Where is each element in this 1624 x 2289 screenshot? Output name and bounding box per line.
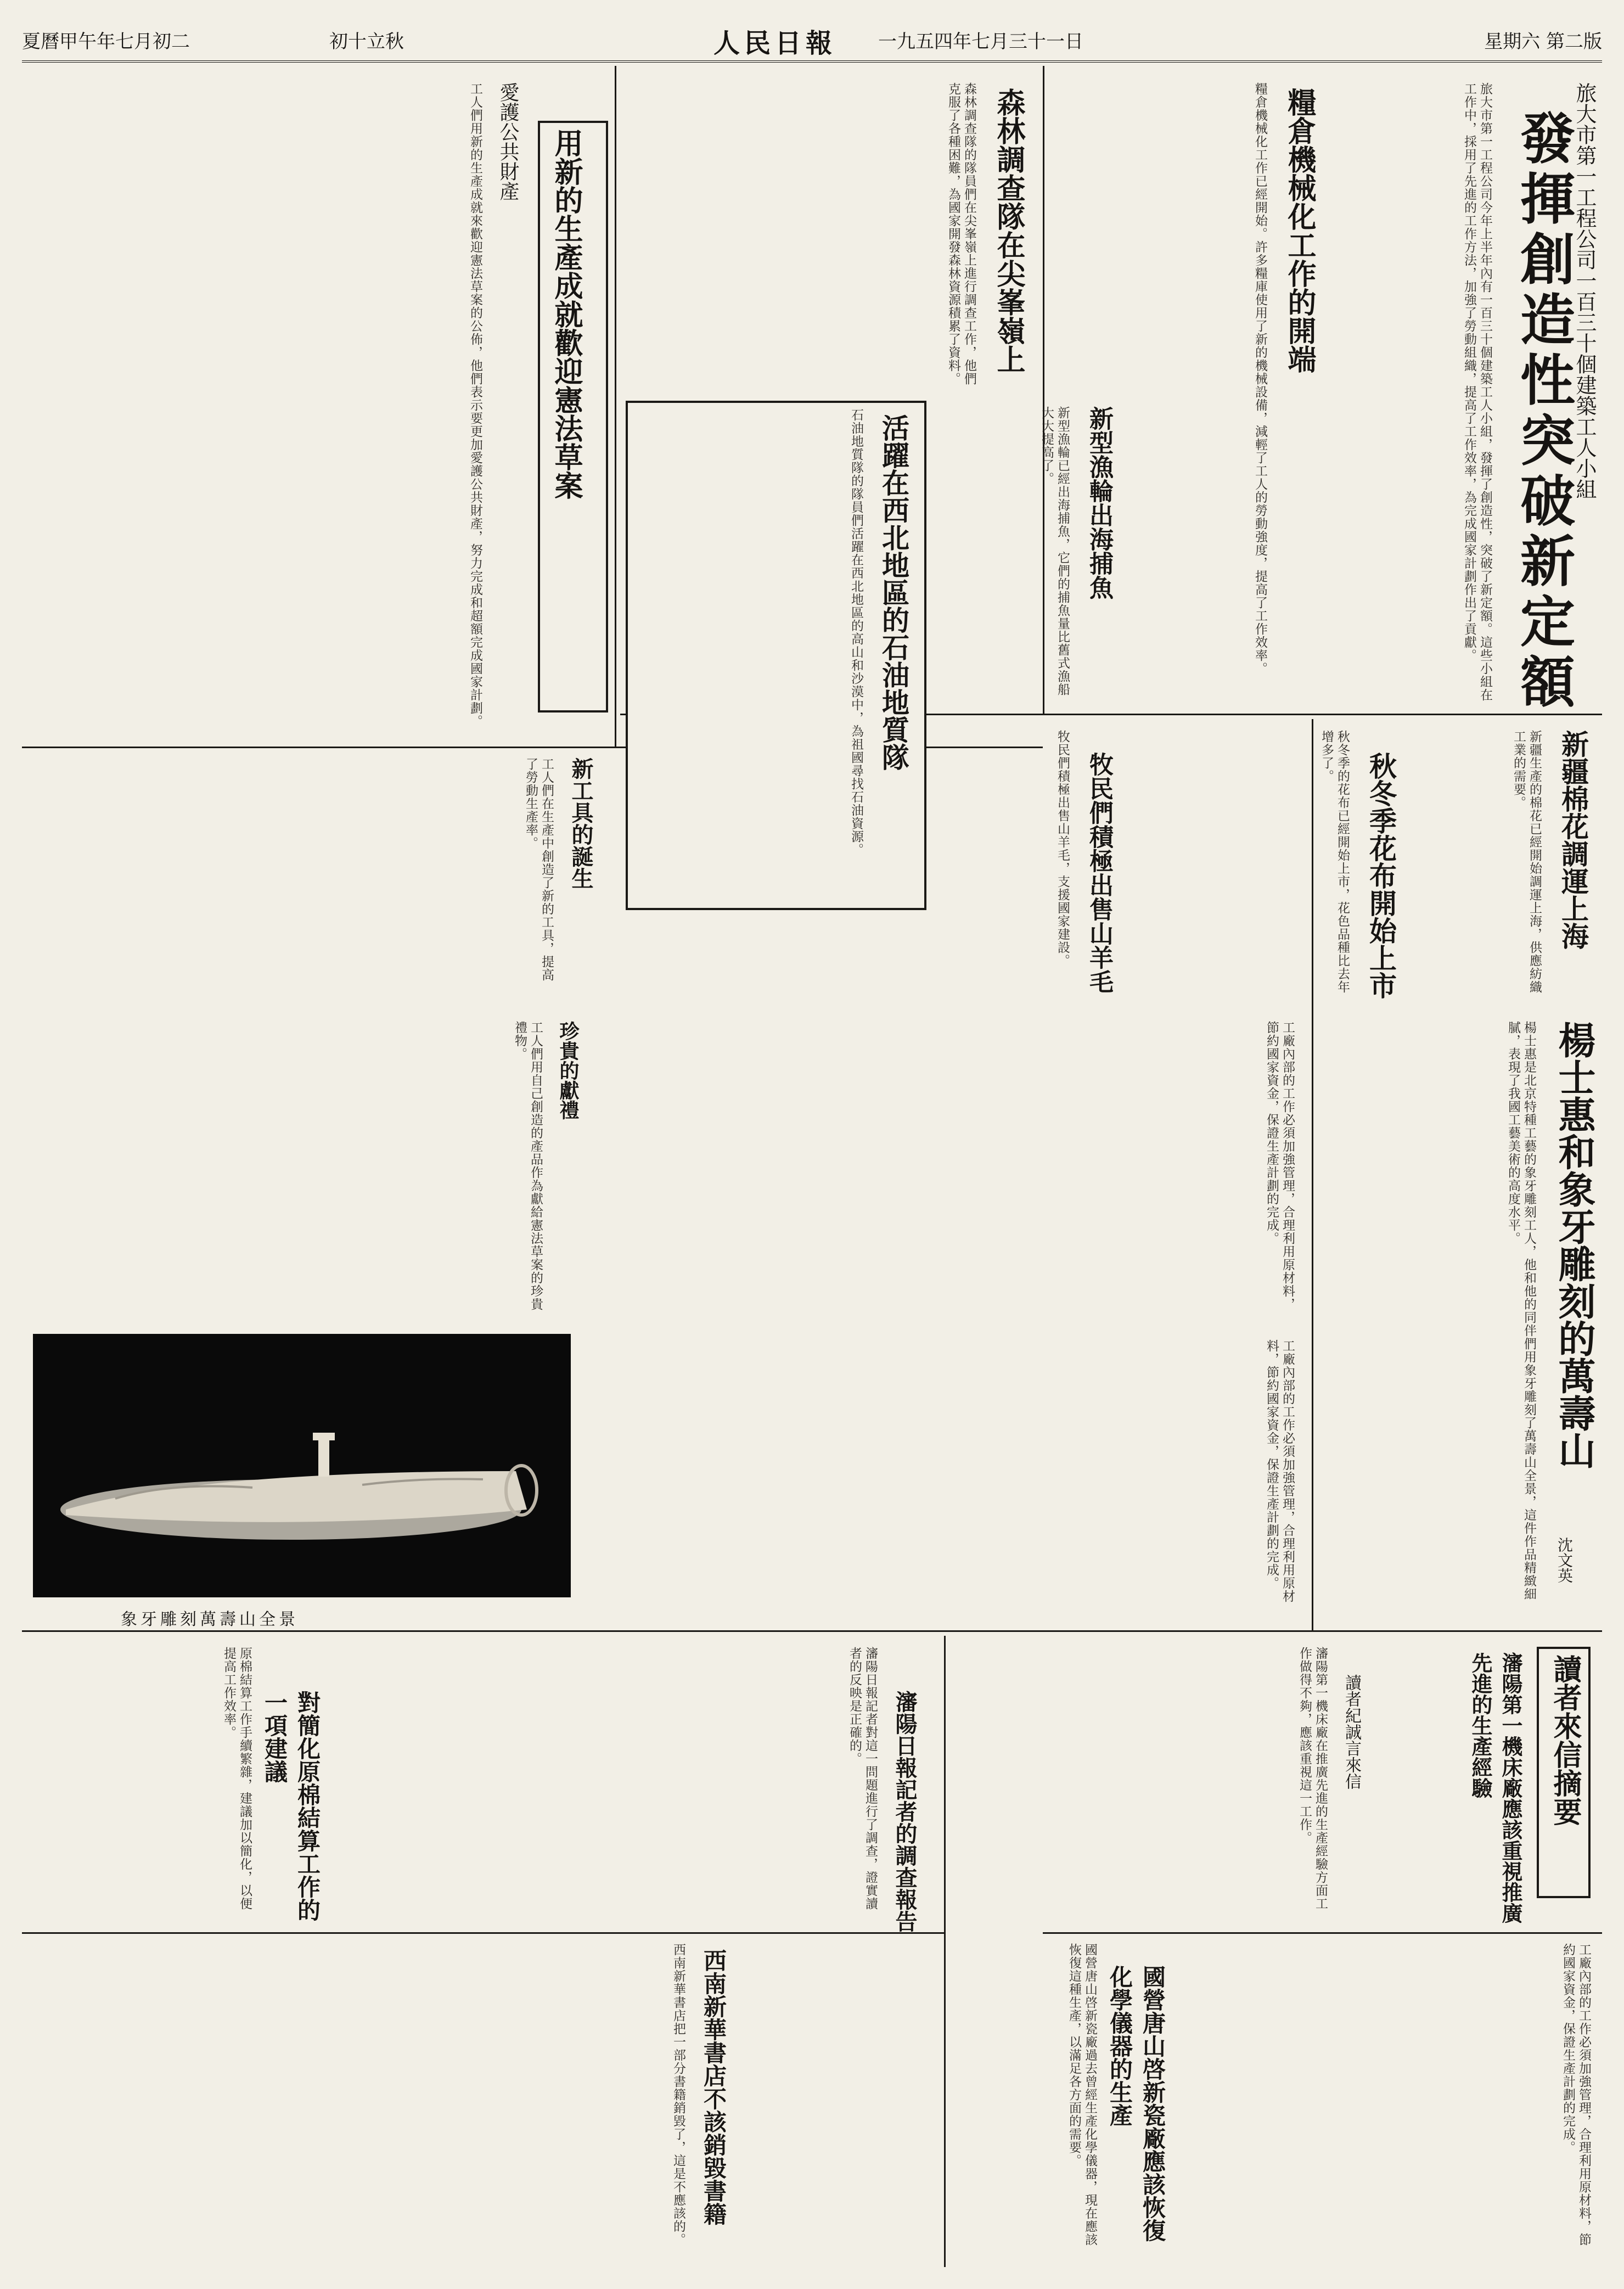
article-headline: 新型漁輪出海捕魚 (1085, 406, 1113, 599)
article-author: 沈文英 (1555, 1537, 1574, 1583)
ivory-carving-photo (33, 1334, 571, 1597)
article-headline: 瀋陽日報記者的調查報告 (892, 1691, 918, 1932)
article-body: 糧倉機械化工作已經開始。許多糧庫使用了新的機械設備，減輕了工人的勞動強度，提高了工作效率。 (1253, 82, 1267, 675)
article-headline: 對簡化原棉結算工作的一項建議 (261, 1691, 321, 1921)
issue-date: 一九五四年七月三十一日 (878, 31, 1083, 53)
article-body: 工人們在生產中創造了新的工具，提高了勞動生產率。 (524, 758, 554, 981)
article-body: 牧民們積極出售山羊毛，支援國家建設。 (1055, 730, 1070, 967)
newspaper-page (22, 22, 1602, 2267)
divider (615, 66, 616, 747)
article-headline: 發揮創造性突破新定額 (1511, 110, 1576, 714)
article-body: 工廠內部的工作必須加強管理，合理利用原材料，節約國家資金，保證生產計劃的完成。 (1561, 1943, 1591, 2246)
article-body: 瀋陽第一機床廠在推廣先進的生產經驗方面工作做得不夠，應該重視這一工作。 (1297, 1647, 1328, 1910)
divider (22, 1630, 1602, 1632)
ivory-carving-image (33, 1334, 571, 1597)
article-headline: 新疆棉花調運上海 (1557, 730, 1589, 950)
paper-name: 人民日報 (713, 28, 837, 59)
article-body: 秋冬季的花布已經開始上市，花色品種比去年增多了。 (1319, 730, 1350, 994)
solar-term: 初十立秋 (329, 31, 404, 53)
article-body: 森林調查隊的隊員們在尖峯嶺上進行調查工作，他們克服了各種困難，為國家開發森林資源積累了資料。 (946, 82, 976, 385)
column-box (538, 121, 608, 712)
article-headline: 新工具的誕生 (568, 758, 594, 889)
column-subhead: 愛護公共財產 (497, 82, 519, 201)
letters-header-box (1537, 1647, 1591, 1898)
divider (22, 1932, 944, 1934)
article-headline: 珍貴的獻禮 (557, 1021, 580, 1120)
article-headline: 國營唐山啓新瓷廠應該恢復化學儀器的生產 (1106, 1965, 1166, 2242)
article-headline: 牧民們積極出售山羊毛 (1085, 752, 1113, 994)
article-body: 新疆生產的棉花已經開始調運上海，供應紡織工業的需要。 (1511, 730, 1542, 994)
article-subhead: 瀋陽第一機床廠應該重視推廣先進的生產經驗 (1468, 1652, 1523, 1923)
article-body: 石油地質隊的隊員們活躍在西北地區的高山和沙漠中，為祖國尋找石油資源。 (849, 408, 863, 856)
article-headline: 活躍在西北地區的石油地質隊 (878, 414, 910, 771)
article-headline: 糧倉機械化工作的開端 (1283, 88, 1316, 373)
divider (1043, 1932, 1602, 1934)
article-headline: 森林調查隊在尖峯嶺上 (992, 88, 1025, 373)
article-subhead: 旅大市第一工程公司一百三十個建築工人小組 (1572, 82, 1597, 500)
lunar-date: 夏曆甲午年七月初二 (22, 31, 190, 53)
article-body: 工人們用自己創造的產品作為獻給憲法草案的珍貴禮物。 (513, 1021, 543, 1311)
article-body: 瀋陽日報記者對這一問題進行了調查，證實讀者的反映是正確的。 (847, 1647, 878, 1910)
masthead (22, 22, 1602, 63)
article-body: 國營唐山啓新瓷廠過去曾經生產化學儀器，現在應該恢復這種生產，以滿足各方面的需要。 (1067, 1943, 1097, 2246)
article-body: 原棉結算工作手續繁雜，建議加以簡化，以便提高工作效率。 (222, 1647, 252, 1910)
article-headline: 西南新華書店不該銷毀書籍 (700, 1949, 727, 2225)
article-body: 楊士惠是北京特種工藝的象牙雕刻工人，他和他的同伴們用象牙雕刻了萬壽山全景，這件作品精緻細膩，表現了我國工藝美術的高度水平。 (1506, 1021, 1536, 1601)
issue-number: 星期六 第二版 (1484, 31, 1602, 53)
article-body: 旅大市第一工程公司今年上半年內有一百三十個建築工人小組，發揮了創造性，突破了新定額。這些小組在工作中，採用了先進的工作方法，加強了勞動組織，提高了工作效率，為完成國家計劃作出了貢獻。 (1462, 82, 1492, 702)
oil-survey-box (626, 401, 926, 910)
column-body: 工人們用新的生產成就來歡迎憲法草案的公佈，他們表示要更加愛護公共財產，努力完成和超額完成國家計劃。 (468, 82, 482, 728)
article-body: 新型漁輪已經出海捕魚，它們的捕魚量比舊式漁船大大提高了。 (1039, 406, 1070, 696)
divider (944, 1636, 946, 2267)
article-subhead: 讀者紀誠言來信 (1342, 1674, 1361, 1789)
section-headline: 讀者來信摘要 (1548, 1654, 1582, 1826)
article-body: 工廠內部的工作必須加強管理，合理利用原材料，節約國家資金，保證生產計劃的完成。 (1265, 1021, 1295, 1311)
article-body: 工廠內部的工作必須加強管理，合理利用原材料，節約國家資金，保證生產計劃的完成。 (1265, 1339, 1295, 1603)
article-headline: 秋冬季花布開始上市 (1365, 752, 1397, 999)
column-headline: 用新的生產成就歡迎憲法草案 (549, 128, 583, 500)
photo-caption: 象牙雕刻萬壽山全景 (121, 1610, 299, 1629)
article-headline: 楊士惠和象牙雕刻的萬壽山 (1552, 1021, 1596, 1469)
article-body: 西南新華書店把一部分書籍銷毀了，這是不應該的。 (671, 1943, 685, 2246)
